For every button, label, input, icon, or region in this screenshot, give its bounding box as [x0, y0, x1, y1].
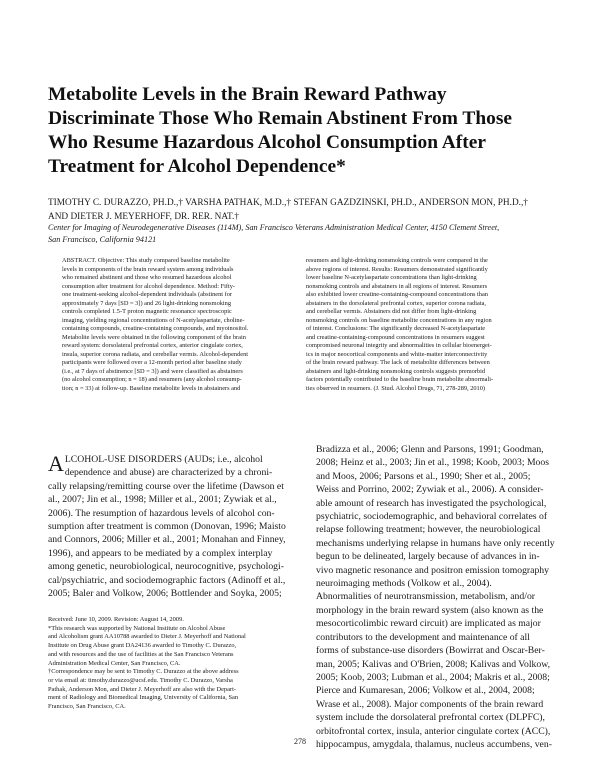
body-line: system include the dorsolateral prefrontal cortex (DLPFC),: [316, 712, 545, 724]
body-line: 1996), and appears to be mediated by a complex interplay: [48, 547, 273, 559]
author-line: TIMOTHY C. DURAZZO, PH.D.,† VARSHA PATHAK, M.D.,† STEFAN GAZDZINSKI, PH.D., ANDERSON MON, PH.D.,†: [48, 198, 528, 208]
body-line: cally relapsing/remitting course over the lifetime (Dawson et: [48, 480, 284, 492]
abstract-line: imaging, yielding regional concentrations of N-acetylaspartate, choline-: [62, 316, 245, 324]
body-line: and Connors, 2006; Miller et al., 2001; Monahan and Finney,: [48, 534, 286, 546]
abstract-line: approximately 7 days [SD = 3]) and 26 light-drinking nonsmoking: [62, 299, 232, 307]
abstract-line: above regions of interest. Results: Resumers demonstrated significantly: [306, 265, 488, 273]
footnote-line: Institute on Drug Abuse grant DA24136 awarded to Timothy C. Durazzo,: [48, 642, 237, 650]
title-line: Discriminate Those Who Remain Abstinent From Those: [48, 108, 512, 129]
body-right-column: [316, 443, 570, 751]
drop-cap: A: [48, 451, 64, 476]
body-line: neuroimaging methods (Volkow et al., 2004).: [316, 578, 492, 590]
footnote-line: and Alcoholism grant AA10788 awarded to Dieter J. Meyerhoff and National: [48, 633, 246, 641]
body-line: dependence and abuse) are characterized by a chroni-: [64, 467, 273, 479]
body-line: man, 2005; Kalivas and O'Brien, 2008; Kalivas and Volkow,: [316, 658, 551, 670]
affiliation-line: San Francisco, California 94121: [48, 235, 157, 244]
affiliation-line: Center for Imaging of Neurodegenerative Diseases (114M), San Francisco Veterans Administration Medical Center, 4150 Clement Street,: [48, 223, 500, 232]
footnote-line: Francisco, San Francisco, CA.: [48, 703, 126, 711]
footnote-line: or via email at: timothy.durazzo@ucsf.edu. Timothy C. Durazzo, Varsha: [48, 676, 233, 684]
abstract-line: nonsmoking controls on baseline metabolite concentrations in any region: [306, 316, 492, 324]
abstract-line: ics in major neocortical components and white-matter interconnectivity: [306, 350, 488, 358]
title-line: Metabolite Levels in the Brain Reward Pathway: [48, 84, 447, 105]
title-line: Treatment for Alcohol Dependence*: [48, 156, 346, 177]
footnote-line: Received: June 10, 2009. Revision: August 14, 2009.: [48, 616, 184, 623]
affiliation: [48, 222, 564, 246]
abstract-line: factors potentially contributed to the baseline brain metabolite abnormali-: [306, 376, 494, 383]
body-line: 2005; Koob, 2003; Lubman et al., 2004; Makris et al., 2008;: [316, 671, 550, 683]
abstract-line: tion; n = 33) at follow-up. Baseline metabolite levels in abstainers and: [62, 384, 241, 392]
abstract-line: consumption after treatment for alcohol dependence. Method: Fifty-: [62, 282, 235, 290]
footnotes: [48, 616, 304, 712]
author-line: AND DIETER J. MEYERHOFF, DR. RER. NAT.†: [48, 212, 239, 222]
body-line: mesocorticolimbic reward circuit) are implicated as major: [316, 618, 541, 630]
abstract-line: ABSTRACT. Objective: This study compared baseline metabolite: [62, 257, 230, 264]
abstract-left-column: [62, 257, 296, 393]
abstract-line: abstainers and light-drinking nonsmoking controls suggests premorbid: [306, 367, 486, 375]
body-line: orbitofrontal cortex, insula, anterior cingulate cortex (ACC),: [316, 725, 551, 737]
body-line: able amount of research has investigated the psychological,: [316, 497, 547, 509]
abstract-line: abstainers in the dorsolateral prefrontal cortex, superior corona radiata,: [306, 299, 487, 307]
article-title: [48, 83, 558, 179]
abstract-line: reward system: dorsolateral prefrontal cortex, anterior cingulate cortex,: [62, 342, 243, 349]
body-line: Bradizza et al., 2006; Glenn and Parsons, 1991; Goodman,: [316, 444, 544, 455]
abstract-line: resumers and light-drinking nonsmoking controls were compared in the: [306, 257, 488, 264]
abstract-line: and creatine-containing-compound concentrations in resumers suggest: [306, 333, 485, 341]
abstract-line: also exhibited lower creatine-containing-compound concentrations than: [306, 291, 488, 298]
body-line: Wrase et al., 2008). Major components of the brain reward: [316, 698, 544, 710]
body-line: 2006). The resumption of hazardous levels of alcohol con-: [48, 507, 275, 519]
abstract-line: nonsmoking controls and abstainers in all regions of interest. Resumers: [306, 282, 488, 290]
footnote-line: ment of Radiology and Biomedical Imaging, University of California, San: [48, 694, 239, 702]
body-first-line: LCOHOL-USE DISORDERS (AUDs; i.e., alcohol: [64, 454, 263, 465]
abstract-line: (no alcohol consumption; n = 18) and resumers (any alcohol consump-: [62, 376, 242, 383]
abstract-line: insula, superior corona radiata, and cerebellar vermis. Alcohol-dependent: [62, 350, 249, 358]
footnote-line: †Correspondence may be sent to Timothy C. Durazzo at the above address: [48, 668, 239, 676]
body-line: cal/psychiatric, and sociodemographic factors (Adinoff et al.,: [48, 574, 286, 586]
body-line: 2008; Heinz et al., 2003; Jin et al., 1998; Koob, 2003; Moos: [316, 457, 550, 469]
footnote-line: and with resources and the use of facilities at the San Francisco Veterans: [48, 650, 234, 658]
body-left-column: [48, 453, 302, 600]
abstract-line: of the brain reward pathway. The lack of metabolite differences between: [306, 359, 490, 366]
abstract-line: ties observed in resumers. (J. Stud. Alcohol Drugs, 71, 278-289, 2010): [306, 384, 486, 392]
abstract-right-column: [306, 257, 542, 393]
abstract-line: lower baseline N-acetylaspartate concentrations than light-drinking: [306, 274, 477, 281]
body-line: al., 2007; Jin et al., 1998; Miller et al., 2001; Zywiak et al.,: [48, 494, 277, 506]
body-line: psychiatric, sociodemographic, and behavioral correlates of: [316, 511, 548, 523]
author-list: [48, 196, 568, 224]
page-number: 278: [294, 737, 306, 746]
body-line: mechanisms underlying relapse in humans have only recently: [316, 537, 555, 549]
footnote-line: Pathak, Anderson Mon, and Dieter J. Meyerhoff are also with the Depart-: [48, 685, 236, 693]
body-line: among genetic, neurobiological, neurocognitive, psychologi-: [48, 561, 284, 573]
abstract-line: compromised neuronal integrity and abnormalities in cellular bioenerget-: [306, 342, 492, 349]
title-line: Who Resume Hazardous Alcohol Consumption After: [48, 132, 486, 153]
abstract-line: participants were followed over a 12-month period after baseline study: [62, 359, 242, 366]
abstract-line: (i.e., at 7 days of abstinence [SD = 3]) and were classified as abstainers: [62, 367, 243, 375]
body-line: begun to be delineated, largely because of advances in in-: [316, 551, 540, 563]
body-line: Pierce and Kumaresan, 2006; Volkow et al., 2004, 2008;: [316, 685, 535, 697]
abstract-line: controls completed 1.5-T proton magnetic resonance spectroscopic: [62, 308, 232, 315]
abstract-line: one treatment-seeking alcohol-dependent individuals (abstinent for: [62, 291, 232, 298]
abstract-line: Metabolite levels were obtained in the following component of the brain: [62, 333, 246, 341]
footnote-line: *This research was supported by National Institute on Alcohol Abuse: [48, 624, 226, 632]
body-line: 2005; Baler and Volkow, 2006; Bottlender and Soyka, 2005;: [48, 588, 282, 600]
abstract-line: who remained abstinent and those who resumed hazardous alcohol: [62, 274, 232, 281]
footnote-line: Administration Medical Center, San Francisco, CA.: [48, 659, 181, 667]
body-line: forms of substance-use disorders (Bowirrat and Oscar-Ber-: [316, 645, 545, 657]
body-line: morphology in the brain reward system (also known as the: [316, 604, 544, 616]
abstract-line: containing compounds, creatine-containing compounds, and myoinositol.: [62, 325, 249, 332]
body-line: contributors to the development and maintenance of all: [316, 631, 530, 643]
body-line: vivo magnetic resonance and positron emission tomography: [316, 564, 549, 576]
body-line: Weiss and Porrino, 2002; Zywiak et al., 2006). A consider-: [316, 484, 544, 496]
abstract-line: of interest. Conclusions: The significantly decreased N-acetylaspartate: [306, 325, 486, 332]
body-line: Abnormalities of neurotransmission, metabolism, and/or: [316, 591, 536, 603]
body-line: and Moos, 2006; Parsons et al., 1990; Sher et al., 2005;: [316, 470, 531, 482]
body-line: sumption after treatment is common (Donovan, 1996; Maisto: [48, 521, 286, 533]
body-line: hippocampus, amygdala, thalamus, nucleus accumbens, ven-: [316, 738, 552, 750]
abstract-line: and cerebellar vermis. Abstainers did not differ from light-drinking: [306, 308, 477, 315]
body-line: relapse following treatment; however, the neurobiological: [316, 524, 541, 536]
abstract-line: levels in components of the brain reward system among individuals: [62, 265, 234, 273]
